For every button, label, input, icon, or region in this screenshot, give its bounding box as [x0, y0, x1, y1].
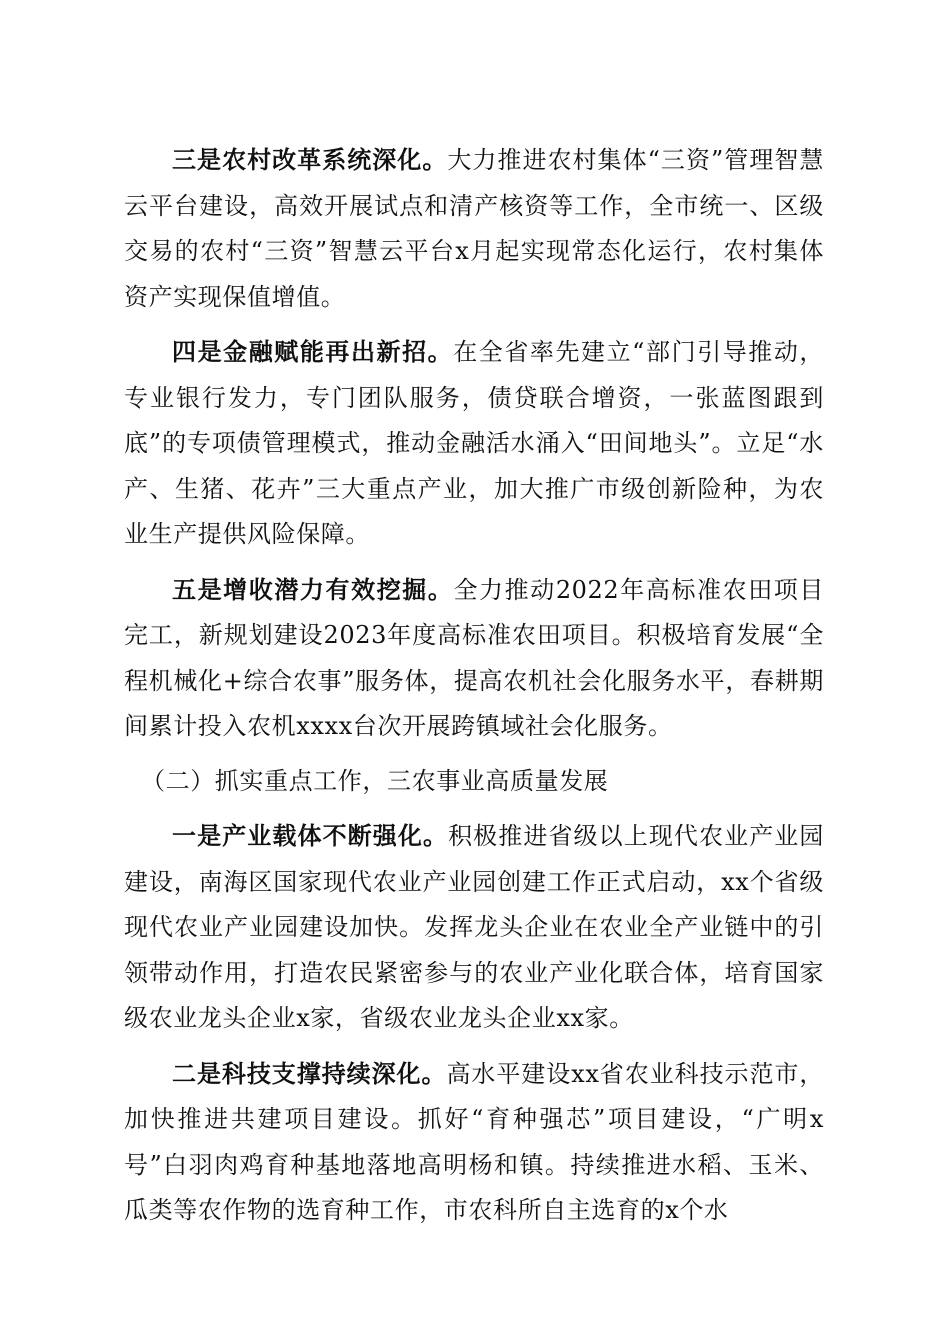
paragraph-industry — [124, 813, 824, 1042]
section-heading: （二）抓实重点工作，三农事业高质量发展 — [141, 766, 609, 795]
paragraph-text: 在全省率先建立“部门引导推动，专业银行发力，专门团队服务，债贷联合增资，一张蓝图跟到底”的专项债管理模式，推动金融活水涌入“田间地头”。立足“水产、生猪、花卉”三大重点产业，加大推广市级创新险种，为农业生产提供风险保障。 — [124, 338, 824, 548]
paragraph-text: 高水平建设xx省农业科技示范市，加快推进共建项目建设。抓好“育种强芯”项目建设，“广明x号”白羽肉鸡育种基地落地高明杨和镇。持续推进水稻、玉米、瓜类等农作物的选育种工作，市农科所自主选育的x个水 — [124, 1059, 824, 1224]
paragraph-lead: 二是科技支撑持续深化。 — [172, 1058, 447, 1088]
paragraph-lead: 一是产业载体不断强化。 — [172, 821, 449, 850]
paragraph-technology — [124, 1051, 824, 1234]
paragraph-rural-reform — [124, 137, 824, 320]
paragraph-lead: 三是农村改革系统深化。 — [172, 145, 448, 174]
paragraph-finance — [124, 329, 824, 558]
paragraph-lead: 四是金融赋能再出新招。 — [172, 337, 454, 366]
paragraph-text: 大力推进农村集体“三资”管理智慧云平台建设，高效开展试点和清产核资等工作，全市统一、区级交易的农村“三资”智慧云平台x月起实现常态化运行，农村集体资产实现保值增值。 — [124, 146, 824, 311]
paragraph-text: 全力推动2022年高标准农田项目完工，新规划建设2023年度高标准农田项目。积极培育发展“全程机械化+综合农事”服务体，提高农机社会化服务水平，春耕期间累计投入农机xxxx台次开展跨镇域社会化服务。 — [124, 575, 824, 740]
paragraph-income — [124, 567, 824, 750]
paragraph-lead: 五是增收潜力有效挖掘。 — [172, 574, 454, 604]
paragraph-text: 积极推进省级以上现代农业产业园建设，南海区国家现代农业产业园创建工作正式启动，xx个省级现代农业产业园建设加快。发挥龙头企业在农业全产业链中的引领带动作用，打造农民紧密参与的农业产业化联合体，培育国家级农业龙头企业x家，省级农业龙头企业xx家。 — [124, 822, 824, 1032]
document-body — [124, 137, 824, 1243]
